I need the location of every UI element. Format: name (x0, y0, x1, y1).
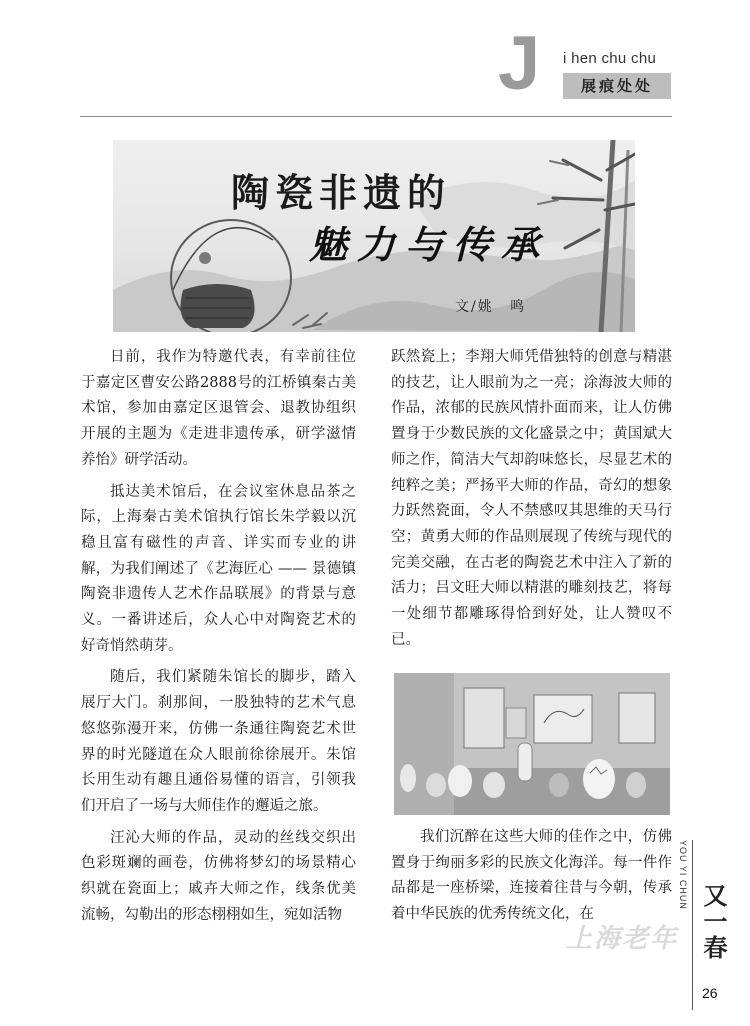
exhibition-photo (394, 673, 670, 815)
article-column-left (81, 345, 356, 934)
paragraph: 抵达美术馆后，在会议室休息品茶之际，上海秦古美术馆执行馆长朱学毅以沉稳且富有磁性的声音、详实而专业的讲解，为我们阐述了《艺海匠心 —— 景德镇陶瓷非遗传人艺术作品联展》的背景与意义。一番讲述后，众人心中对陶瓷艺术的好奇悄然萌芽。 (81, 483, 356, 654)
article-banner (113, 140, 635, 332)
section-pinyin: i hen chu chu (563, 50, 657, 67)
paragraph: 日前，我作为特邀代表，有幸前往位于嘉定区曹安公路2888号的江桥镇秦古美术馆，参加由嘉定区退管会、退教协组织开展的主题为《走进非遗传承，研学滋情养怡》研学活动。 (81, 349, 356, 468)
watermark: 上海老年 (566, 924, 679, 954)
magazine-name: 又一春 (699, 883, 728, 961)
paragraph: 汪沁大师的作品，灵动的丝线交织出色彩斑斓的画卷，仿佛将梦幻的场景精心织就在瓷面上；戚卉大师之作，线条优美流畅，勾勒出的形态栩栩如生，宛如活物 (81, 829, 356, 923)
magazine-name-pinyin: YOU YI CHUN (678, 840, 688, 910)
section-title: 展痕处处 (563, 73, 671, 99)
header-divider (80, 116, 672, 117)
page-number: 26 (702, 985, 718, 1001)
paragraph: 我们沉醉在这些大师的佳作之中，仿佛置身于绚丽多彩的民族文化海洋。每一件作品都是一座桥梁，连接着往昔与今朝，传承着中华民族的优秀传统文化，在 (391, 829, 672, 923)
banner-title-line1: 陶瓷非遗的 (231, 170, 452, 215)
banner-title-line2: 魅力与传承 (309, 222, 550, 267)
article-author: 文/姚 鸣 (455, 299, 527, 315)
paragraph: 随后，我们紧随朱馆长的脚步，踏入展厅大门。刹那间，一股独特的艺术气息悠悠弥漫开来，仿佛一条通往陶瓷艺术世界的时光隧道在众人眼前徐徐展开。朱馆长用生动有趣且通俗易懂的语言，引领我们开启了一场与大师佳作的邂逅之旅。 (81, 669, 356, 814)
paragraph: 跃然瓷上；李翔大师凭借独特的创意与精湛的技艺，让人眼前为之一亮；涂海波大师的作品，浓郁的民族风情扑面而来，让人仿佛置身于少数民族的文化盛景之中；黄国斌大师之作，简洁大气却韵味悠长，尽显艺术的纯粹之美；严扬平大师的作品，奇幻的想象力跃然瓷面，令人不禁感叹其思维的天马行空；黄勇大师的作品则展现了传统与现代的完美交融，在古老的陶瓷艺术中注入了新的活力；吕文旺大师以精湛的雕刻技艺，将每一处细节都雕琢得恰到好处，让人赞叹不已。 (391, 349, 672, 648)
exhibition-hall-illustration (394, 673, 670, 815)
footer-divider (692, 840, 693, 1010)
section-initial-letter: J (498, 21, 541, 106)
article-column-right-top (391, 345, 672, 659)
